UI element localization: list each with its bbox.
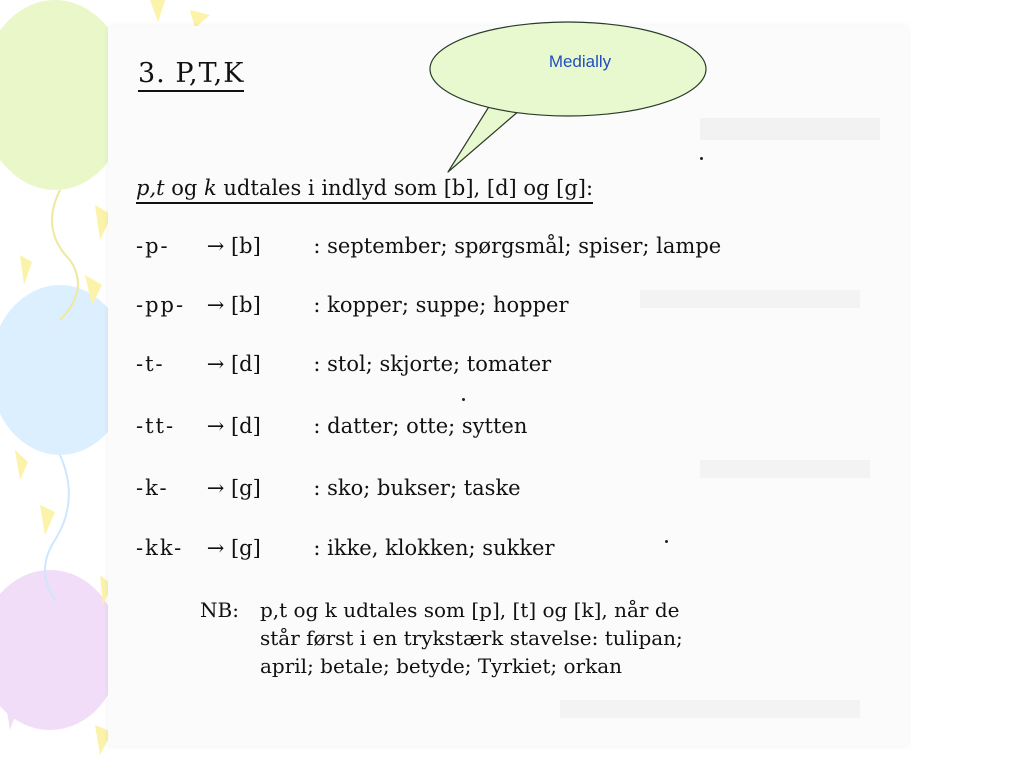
note-label: NB: xyxy=(200,598,239,622)
note-block xyxy=(200,596,890,680)
rule-examples: : sko; bukser; taske xyxy=(313,476,521,500)
scan-speck xyxy=(462,398,465,401)
page-title: 3. P,T,K xyxy=(138,58,244,92)
rule-result: → [g] xyxy=(206,476,261,500)
note-line: p,t og k udtales som [p], [t] og [k], når de xyxy=(260,598,680,622)
rule-examples: : kopper; suppe; hopper xyxy=(313,293,569,317)
note-line: april; betale; betyde; Tyrkiet; orkan xyxy=(260,654,623,678)
rule-examples: : stol; skjorte; tomater xyxy=(313,352,552,376)
rule-pattern: -pp- xyxy=(136,293,186,317)
rule-row xyxy=(136,234,721,258)
scan-speck xyxy=(665,540,668,543)
rule-pattern: -k- xyxy=(136,476,169,500)
rule-result: → [b] xyxy=(206,234,261,258)
rule-row xyxy=(136,414,527,438)
scan-speck xyxy=(700,157,703,160)
intro-letters-pt: p,t xyxy=(136,176,165,200)
rule-pattern: -kk- xyxy=(136,536,184,560)
intro-letter-k: k xyxy=(204,176,217,200)
callout-text: Medially xyxy=(548,52,612,71)
rule-result: → [d] xyxy=(206,352,261,376)
rule-pattern: -tt- xyxy=(136,414,176,438)
intro-rest: udtales i indlyd som [b], [d] og [g]: xyxy=(216,176,594,200)
rule-examples: : september; spørgsmål; spiser; lampe xyxy=(313,234,722,258)
rule-pattern: -t- xyxy=(136,352,165,376)
rule-row xyxy=(136,293,568,317)
rule-result: → [b] xyxy=(206,293,261,317)
rule-result: → [g] xyxy=(206,536,261,560)
rule-examples: : ikke, klokken; sukker xyxy=(313,536,555,560)
rule-row xyxy=(136,476,521,500)
intro-og: og xyxy=(164,176,204,200)
intro-sentence xyxy=(136,174,593,204)
rule-row xyxy=(136,536,555,560)
rule-row xyxy=(136,352,551,376)
note-line: står først i en trykstærk stavelse: tulipan; xyxy=(260,626,683,650)
rule-examples: : datter; otte; sytten xyxy=(313,414,528,438)
rule-pattern: -p- xyxy=(136,234,170,258)
rule-result: → [d] xyxy=(206,414,261,438)
